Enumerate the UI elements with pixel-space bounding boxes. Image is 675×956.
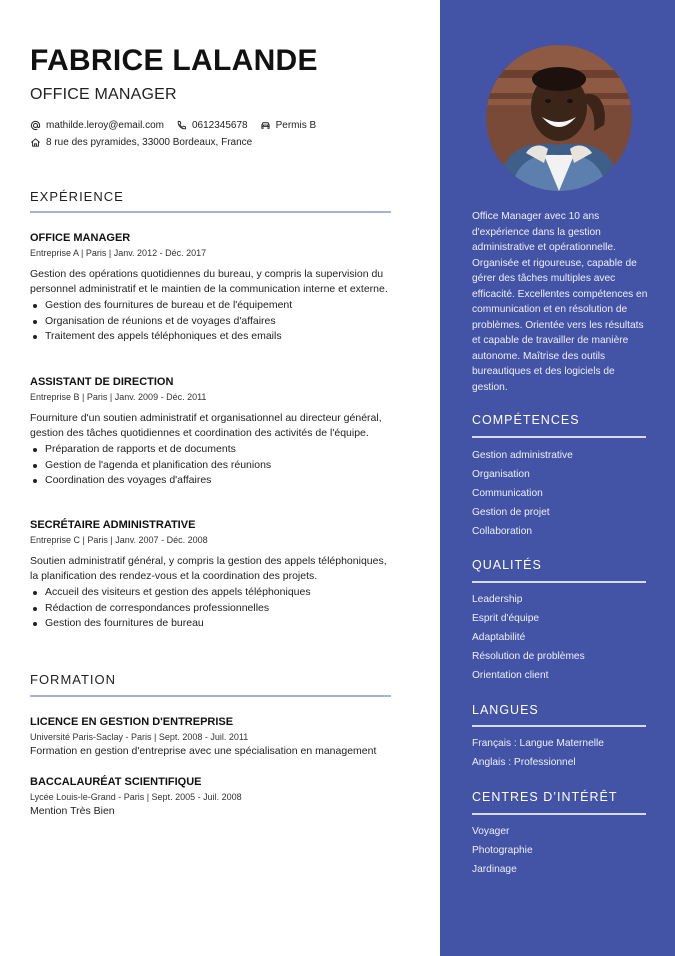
candidate-name: FABRICE LALANDE	[30, 44, 318, 77]
address-item	[30, 137, 252, 148]
experience-entry	[30, 231, 390, 345]
experience-heading: EXPÉRIENCE	[30, 189, 124, 204]
experience-entry	[30, 518, 390, 632]
at-icon	[30, 120, 41, 131]
entry-title: OFFICE MANAGER	[30, 232, 131, 244]
education-heading: FORMATION	[30, 672, 117, 687]
list-item: Leadership	[472, 594, 523, 605]
languages-heading: LANGUES	[472, 703, 539, 717]
interests-divider	[472, 813, 646, 815]
experience-divider	[30, 211, 391, 213]
home-icon	[30, 137, 41, 148]
list-item: Photographie	[472, 845, 533, 856]
list-item: Français : Langue Maternelle	[472, 738, 604, 749]
list-item: Esprit d'équipe	[472, 613, 540, 624]
list-item: Préparation de rapports et de documents	[30, 442, 390, 458]
qualities-divider	[472, 581, 646, 583]
entry-title: LICENCE EN GESTION D'ENTREPRISE	[30, 716, 234, 728]
list-item: Résolution de problèmes	[472, 651, 585, 662]
email-text: mathilde.leroy@email.com	[46, 120, 164, 131]
entry-description: Soutien administratif général, y compris la gestion des appels téléphoniques, la planification des rendez-vous et la coordination des projets.	[30, 555, 387, 583]
list-item: Jardinage	[472, 864, 517, 875]
phone-item[interactable]	[176, 120, 248, 131]
entry-title: SECRÉTAIRE ADMINISTRATIVE	[30, 519, 196, 531]
list-item: Communication	[472, 488, 543, 499]
education-entry	[30, 775, 390, 818]
list-item: Voyager	[472, 826, 510, 837]
experience-entry	[30, 375, 390, 489]
languages-divider	[472, 725, 646, 727]
qualities-list	[472, 590, 585, 685]
list-item: Gestion des fournitures de bureau et de l'équipement	[30, 298, 390, 314]
list-item: Organisation	[472, 469, 530, 480]
list-item: Gestion de l'agenda et planification des réunions	[30, 458, 390, 474]
list-item: Gestion des fournitures de bureau	[30, 616, 390, 632]
car-icon	[260, 120, 271, 131]
interests-list	[472, 822, 533, 879]
skills-heading: COMPÉTENCES	[472, 413, 580, 427]
interests-heading: CENTRES D’INTÉRÊT	[472, 790, 618, 804]
list-item: Traitement des appels téléphoniques et des emails	[30, 329, 390, 345]
education-divider	[30, 695, 391, 697]
profile-summary: Office Manager avec 10 ans d'expérience dans la gestion administrative et opérationnelle. Organisée et rigoureuse, capable de gérer des tâches multiples avec efficacité. Excellentes compétences en communication et en résolution de problèmes. Orientée vers les résultats et capable de travailler de manière autonome. Maîtrise des outils bureautiques et des logiciels de gestion.	[472, 211, 648, 393]
license-text: Permis B	[275, 120, 317, 131]
entry-meta: Lycée Louis-le-Grand - Paris | Sept. 2005 - Juil. 2008	[30, 792, 242, 802]
list-item: Anglais : Professionnel	[472, 757, 576, 768]
entry-meta: Entreprise B | Paris | Janv. 2009 - Déc. 2011	[30, 392, 207, 402]
languages-list	[472, 734, 604, 772]
entry-description: Gestion des opérations quotidiennes du bureau, y compris la supervision du personnel administratif et le maintien de la communication interne et externe.	[30, 268, 388, 296]
email-item[interactable]	[30, 120, 164, 131]
phone-icon	[176, 120, 187, 131]
list-item: Accueil des visiteurs et gestion des appels téléphoniques	[30, 585, 390, 601]
entry-meta: Université Paris-Saclay - Paris | Sept. 2008 - Juil. 2011	[30, 732, 249, 742]
list-item: Gestion administrative	[472, 450, 573, 461]
education-entry	[30, 715, 390, 758]
phone-text: 0612345678	[191, 120, 248, 131]
list-item: Rédaction de correspondances professionnelles	[30, 601, 390, 617]
entry-bullets	[30, 585, 390, 632]
job-title: OFFICE MANAGER	[30, 86, 177, 103]
qualities-heading: QUALITÉS	[472, 558, 542, 572]
entry-bullets	[30, 442, 390, 489]
entry-description: Mention Très Bien	[30, 805, 115, 817]
entry-meta: Entreprise C | Paris | Janv. 2007 - Déc. 2008	[30, 535, 208, 545]
entry-title: BACCALAURÉAT SCIENTIFIQUE	[30, 776, 202, 788]
entry-bullets	[30, 298, 390, 345]
skills-list	[472, 446, 573, 541]
list-item: Adaptabilité	[472, 632, 526, 643]
license-item	[260, 120, 317, 131]
list-item: Organisation de réunions et de voyages d'affaires	[30, 314, 390, 330]
list-item: Coordination des voyages d'affaires	[30, 473, 390, 489]
address-text: 8 rue des pyramides, 33000 Bordeaux, France	[46, 137, 253, 148]
skills-divider	[472, 436, 646, 438]
contact-info	[30, 117, 328, 151]
list-item: Orientation client	[472, 670, 549, 681]
list-item: Collaboration	[472, 526, 533, 537]
entry-meta: Entreprise A | Paris | Janv. 2012 - Déc. 2017	[30, 248, 207, 258]
entry-title: ASSISTANT DE DIRECTION	[30, 376, 174, 388]
entry-description: Fourniture d'un soutien administratif et organisationnel au directeur général, gestion des tâches quotidiennes et coordination des activités de l'équipe.	[30, 412, 382, 440]
entry-description: Formation en gestion d'entreprise avec une spécialisation en management	[30, 745, 377, 757]
profile-photo	[486, 45, 632, 191]
list-item: Gestion de projet	[472, 507, 550, 518]
